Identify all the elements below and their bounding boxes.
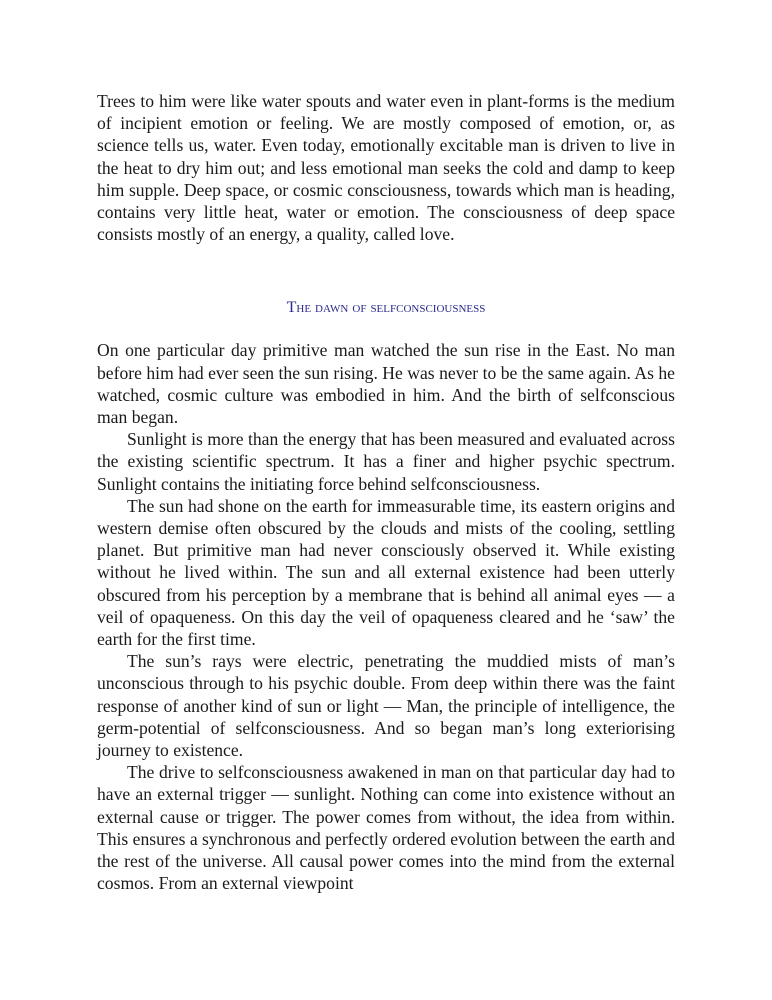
document-page <box>97 90 675 895</box>
body-paragraph-3: The sun had shone on the earth for immeasurable time, its eastern origins and western demise often obscured by the clouds and mists of the cooling, settling planet. But primitive man had never consciously observed it. While existing without he lived within. The sun and all external existence had been utterly obscured from his perception by a membrane that is behind all animal eyes — a veil of opaqueness. On this day the veil of opaqueness cleared and he ‘saw’ the earth for the first time. <box>97 495 675 650</box>
body-paragraph-2: Sunlight is more than the energy that has been measured and evaluated across the existing scientific spectrum. It has a finer and higher psychic spectrum. Sunlight contains the initiating force behind selfconsciousness. <box>97 429 675 494</box>
section-heading: The dawn of selfconsciousness <box>286 299 486 317</box>
body-paragraph-4: The sun’s rays were electric, penetrating the muddied mists of man’s unconscious through to his psychic double. From deep within there was the faint response of another kind of sun or light — Man, the principle of intelligence, the germ-potential of selfconsciousness. And so began man’s long exteriorising journey to existence. <box>97 651 675 761</box>
intro-paragraph: Trees to him were like water spouts and water even in plant-forms is the medium of incipient emotion or feeling. We are mostly composed of emotion, or, as science tells us, water. Even today, emotionally excitable man is driven to live in the heat to dry him out; and less emotional man seeks the cold and damp to keep him supple. Deep space, or cosmic consciousness, towards which man is heading, contains very little heat, water or emotion. The consciousness of deep space consists mostly of an energy, a quality, called love. <box>97 91 675 245</box>
body-paragraph-5: The drive to selfconsciousness awakened in man on that particular day had to have an external trigger — sunlight. Nothing can come into existence without an external cause or trigger. The power comes from without, the idea from within. This ensures a synchronous and perfectly ordered evolution between the earth and the rest of the universe. All causal power comes into the mind from the external cosmos. From an external viewpoint <box>97 762 675 894</box>
body-paragraph-1: On one particular day primitive man watched the sun rise in the East. No man before him had ever seen the sun rising. He was never to be the same again. As he watched, cosmic culture was embodied in him. And the birth of selfconscious man began. <box>97 340 675 428</box>
